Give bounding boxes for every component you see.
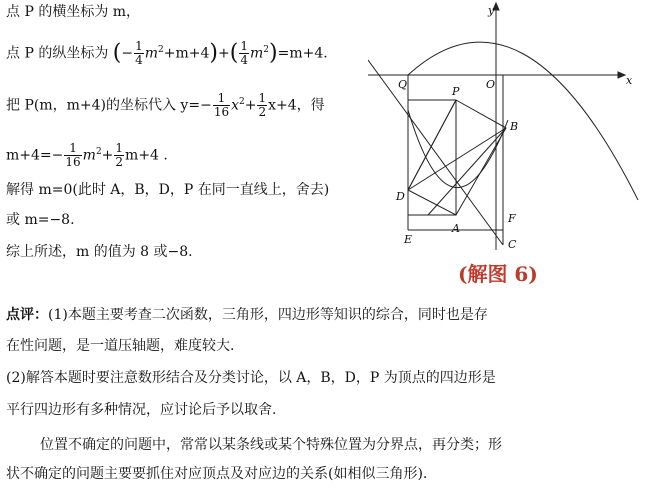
label-e: E (404, 233, 413, 246)
l2-frac: $\frac{1}{4}$ (135, 39, 143, 68)
review-2: 在性问题，是一道压轴题，难度较大. (6, 338, 235, 354)
line-d-b (408, 128, 506, 190)
line-a-b (428, 128, 506, 215)
line-1: 点 P 的横坐标为 m， (6, 4, 141, 20)
review-3: (2)解答本题时要注意数形结合及分类讨论，以 A，B，D，P 为顶点的四边形是 (6, 370, 496, 386)
label-b: B (510, 120, 519, 133)
label-q: Q (398, 78, 408, 91)
para-2: 状不确定的问题主要要抓住对应顶点及对应边的关系(如相似三角形). (6, 466, 428, 482)
parabola-small (408, 110, 508, 188)
line-6: 或 m=−8. (6, 212, 75, 228)
line-7: 综上所述，m 的值为 8 或−8. (6, 244, 193, 260)
l2-bracket: ( (112, 40, 122, 66)
figure-caption: (解图 6) (458, 262, 538, 286)
label-y: y (488, 4, 495, 17)
line-2: 点 P 的纵坐标为 (− $\frac{1}{4}$ $m^2+m+4)+$( $\frac{1}{4}$ $m^2)=m+4$. (6, 39, 328, 68)
label-x: x (626, 74, 633, 87)
quad-pbad (408, 100, 506, 215)
label-d: D (396, 190, 405, 203)
x-arrow (618, 72, 625, 78)
line-d-p (408, 100, 456, 190)
para-1: 位置不确定的问题中，常常以某条线或某个特殊位置为分界点，再分类；形 (40, 437, 502, 453)
line-3: 把 P(m，m+4)的坐标代入 y=− $\frac{1}{16}$ $x^2+$ $\frac{1}{2}$ x+4，得 (6, 91, 325, 120)
line-5: 解得 m=0(此时 A，B，D，P 在同一直线上，舍去) (6, 182, 330, 198)
label-f: F (508, 212, 516, 225)
review-1-text: (1)本题主要考查二次函数，三角形，四边形等知识的综合，同时也是存 (48, 307, 488, 323)
line-4: m+4=− $\frac{1}{16}$ $m^2+$ $\frac{1}{2}$ m+4 . (6, 141, 168, 170)
geometry-figure (368, 0, 648, 260)
review-1: 点评：(1)本题主要考查二次函数，三角形，四边形等知识的综合，同时也是存 (6, 307, 488, 323)
l2-prefix: 点 P 的纵坐标为 (6, 45, 109, 62)
parabola-big (408, 42, 638, 200)
review-4: 平行四边形有多种情况，应讨论后予以取舍. (6, 402, 277, 418)
rect-qp (408, 100, 456, 215)
l2-frac2: $\frac{1}{4}$ (240, 39, 248, 68)
label-c: C (508, 238, 517, 251)
label-a: A (452, 222, 460, 235)
line-long (368, 60, 503, 245)
label-p: P (452, 85, 460, 98)
label-o: O (486, 78, 496, 91)
